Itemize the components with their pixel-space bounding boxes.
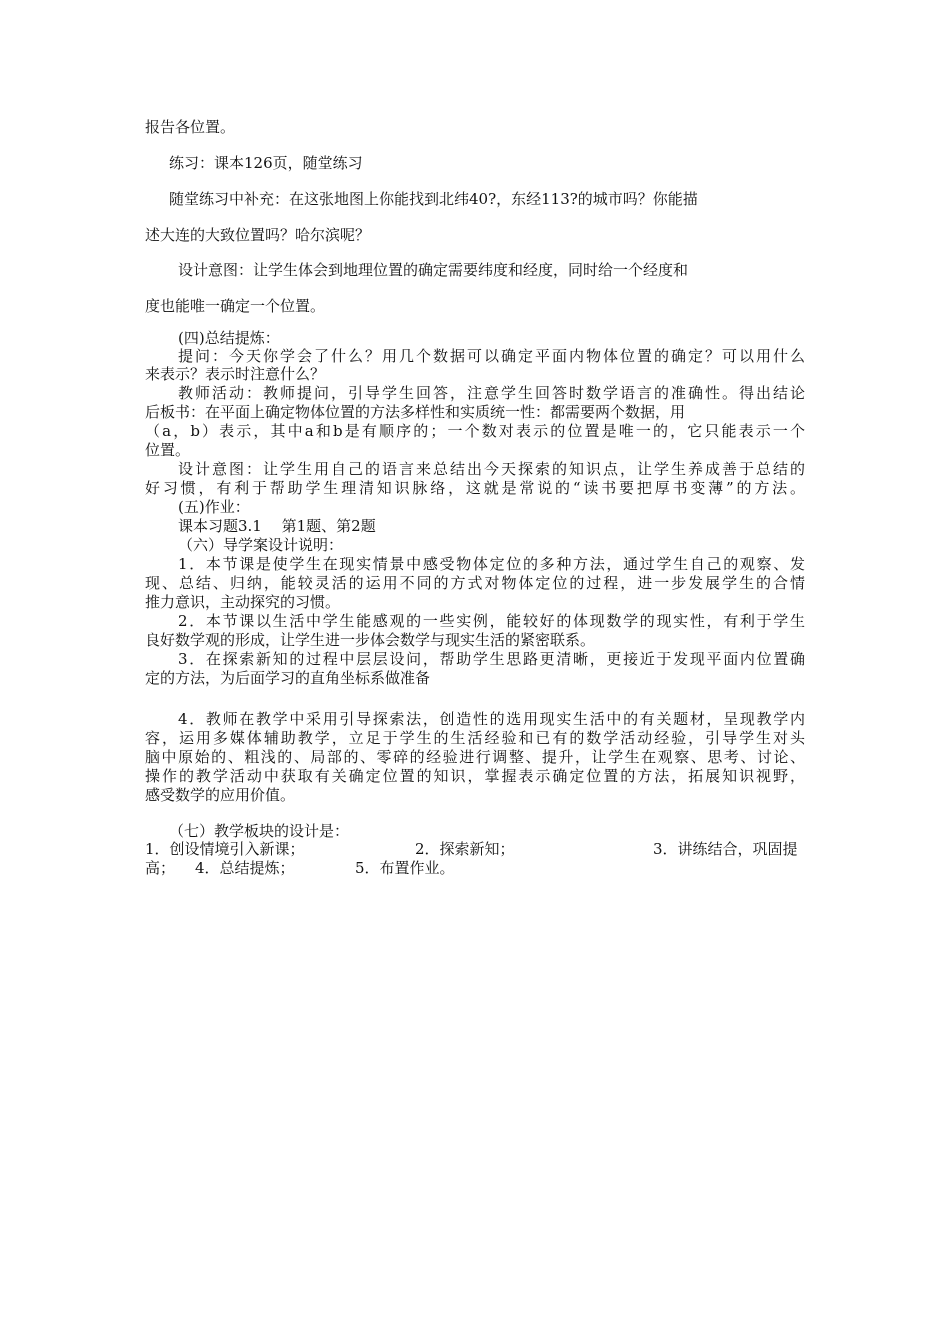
paragraph-line: 后板书：在平面上确定物体位置的方法多样性和实质统一性：都需要两个数据，用 bbox=[145, 403, 686, 421]
paragraph-line: 1．本节课是使学生在现实情景中感受物体定位的多种方法，通过学生自己的观察、发 bbox=[178, 555, 805, 573]
block-item-2: 2．探索新知； bbox=[415, 840, 515, 858]
block-item-5: 5．布置作业。 bbox=[355, 859, 455, 877]
block-item-1: 1．创设情境引入新课； bbox=[145, 840, 305, 858]
paragraph-line: 设计意图：让学生体会到地理位置的确定需要纬度和经度，同时给一个经度和 bbox=[178, 261, 689, 279]
paragraph-line: 容，运用多媒体辅助教学，立足于学生的生活经验和已有的数学活动经验，引导学生对头 bbox=[145, 729, 805, 747]
section-heading: (四)总结提炼： bbox=[178, 329, 280, 347]
paragraph-line: 3．在探索新知的过程中层层设问，帮助学生思路更清晰，更接近于发现平面内位置确 bbox=[178, 650, 805, 668]
paragraph-line: 操作的教学活动中获取有关确定位置的知识，掌握表示确定位置的方法，拓展知识视野， bbox=[145, 767, 805, 785]
paragraph-line: 报告各位置。 bbox=[145, 118, 236, 136]
paragraph-line: 定的方法，为后面学习的直角坐标系做准备 bbox=[145, 669, 431, 687]
paragraph-line: 提问：今天你学会了什么？用几个数据可以确定平面内物体位置的确定？可以用什么 bbox=[178, 347, 805, 365]
paragraph-line: 2．本节课以生活中学生能感观的一些实例，能较好的体现数学的现实性，有利于学生 bbox=[178, 612, 805, 630]
paragraph-line: 推力意识，主动探究的习惯。 bbox=[145, 593, 341, 611]
section-heading: （七）教学板块的设计是： bbox=[169, 822, 350, 840]
paragraph-line: 课本习题3.1 第1题、第2题 bbox=[178, 517, 376, 535]
block-item-3: 3．讲练结合，巩固提 bbox=[653, 840, 798, 858]
paragraph-line: 现、总结、归纳，能较灵活的运用不同的方式对物体定位的过程，进一步发展学生的合情 bbox=[145, 574, 805, 592]
paragraph-line: 良好数学观的形成，让学生进一步体会数学与现实生活的紧密联系。 bbox=[145, 631, 596, 649]
paragraph-line: 随堂练习中补充：在这张地图上你能找到北纬40?，东经113?的城市吗？你能描 bbox=[169, 190, 698, 208]
paragraph-line: 练习：课本126页，随堂练习 bbox=[169, 154, 363, 172]
paragraph-line: 位置。 bbox=[145, 441, 191, 459]
paragraph-line: 感受数学的应用价值。 bbox=[145, 786, 296, 804]
paragraph-line: 度也能唯一确定一个位置。 bbox=[145, 297, 326, 315]
section-heading: (五)作业： bbox=[178, 498, 250, 516]
section-heading: （六）导学案设计说明： bbox=[178, 536, 344, 554]
block-item-4: 4．总结提炼； bbox=[195, 859, 295, 877]
paragraph-line: 脑中原始的、粗浅的、局部的、零碎的经验进行调整、提升，让学生在观察、思考、讨论、 bbox=[145, 748, 805, 766]
paragraph-line: 好习惯，有利于帮助学生理清知识脉络，这就是常说的“读书要把厚书变薄”的方法。 bbox=[145, 479, 805, 497]
paragraph-line: 来表示？表示时注意什么？ bbox=[145, 365, 326, 383]
paragraph-line: 教师活动：教师提问，引导学生回答，注意学生回答时数学语言的准确性。得出结论 bbox=[178, 384, 805, 402]
paragraph-line: 4．教师在教学中采用引导探索法，创造性的选用现实生活中的有关题材，呈现教学内 bbox=[178, 710, 805, 728]
paragraph-line: （a，b）表示，其中a和b是有顺序的；一个数对表示的位置是唯一的，它只能表示一个 bbox=[145, 422, 805, 440]
paragraph-line: 设计意图：让学生用自己的语言来总结出今天探索的知识点，让学生养成善于总结的 bbox=[178, 460, 805, 478]
paragraph-line: 述大连的大致位置吗？哈尔滨呢？ bbox=[145, 226, 371, 244]
block-item-3-cont: 高； bbox=[145, 859, 176, 877]
